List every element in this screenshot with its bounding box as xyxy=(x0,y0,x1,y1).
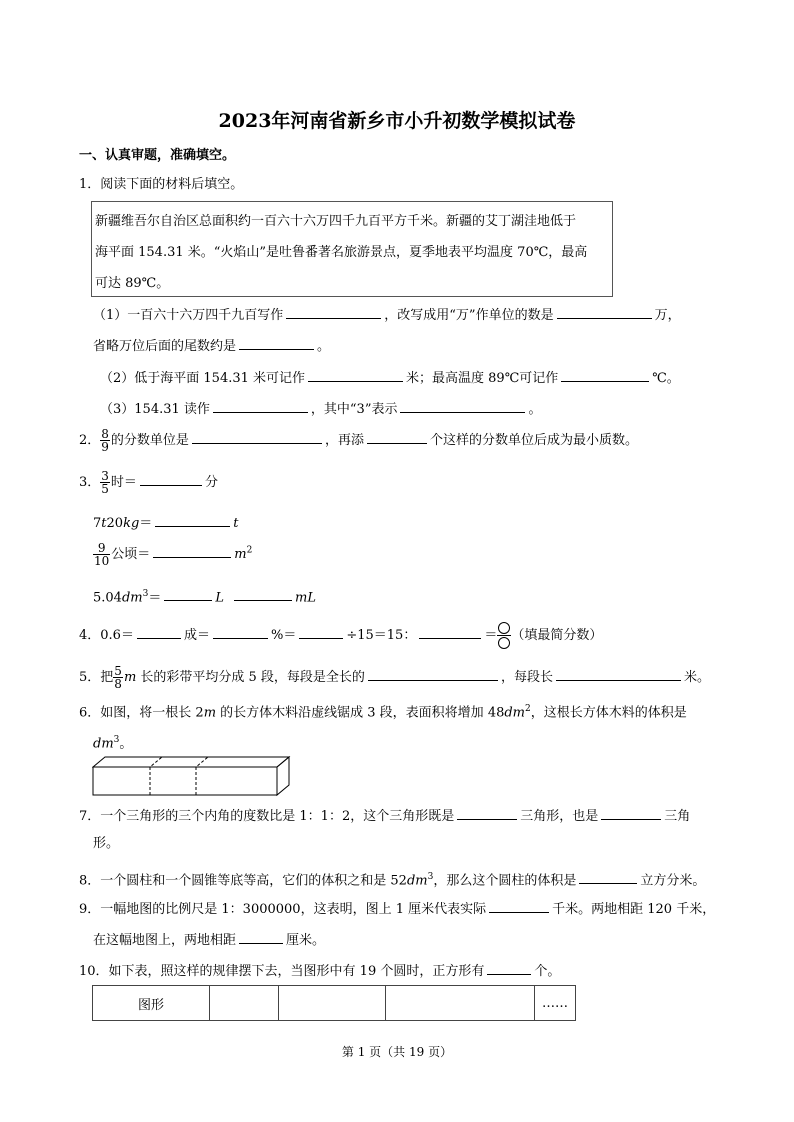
answer-blank[interactable] xyxy=(557,306,652,319)
answer-blank[interactable] xyxy=(487,962,531,975)
answer-blank[interactable] xyxy=(419,626,481,639)
answer-blank[interactable] xyxy=(556,668,681,681)
answer-blank[interactable] xyxy=(140,473,202,486)
cuboid-top-face xyxy=(93,757,289,767)
passage-line: 海平面 154.31 米。“火焰山”是吐鲁番著名旅游景点，夏季地表平均温度 70℃，最高 xyxy=(95,245,588,260)
answer-blank[interactable] xyxy=(299,626,343,639)
question-number: 2． xyxy=(79,433,101,448)
question-2 xyxy=(79,428,638,453)
question-5: 5．把 $\frac{5}{8}$ m 长的彩带平均分成 5 段，每段是全长的 ，每段长 米。 xyxy=(79,664,710,691)
fraction: $\frac{3}{5}$ xyxy=(101,469,109,496)
question-7: 7．一个三角形的三个内角的度数比是 1：1：2，这个三角形既是 三角形，也是 三角 xyxy=(79,809,691,824)
question-text: 万， xyxy=(654,308,681,323)
passage-line: 新疆维吾尔自治区总面积约一百六十六万四千九百平方千米。新疆的艾丁湖洼地低于 xyxy=(95,214,577,229)
question-text: 。 xyxy=(317,339,331,354)
fraction: $\frac{8}{9}$ xyxy=(101,427,109,454)
question-text: 时＝ xyxy=(110,475,137,490)
question-7-cont: 形。 xyxy=(93,836,120,851)
question-number: 6． xyxy=(79,705,101,721)
page-footer: 第 1 页（共 19 页） xyxy=(341,1045,453,1059)
question-text: （2）低于海平面 154.31 米可记作 xyxy=(100,371,306,386)
answer-blank[interactable] xyxy=(367,431,427,444)
question-text: ，再添 xyxy=(324,433,364,448)
question-number: 5． xyxy=(79,670,101,685)
saw-line-dashed xyxy=(196,757,208,795)
answer-blank[interactable] xyxy=(213,400,308,413)
pattern-table xyxy=(92,985,576,1021)
table-cell xyxy=(210,986,279,1021)
table-cell xyxy=(386,986,535,1021)
answer-blank[interactable] xyxy=(153,545,231,558)
question-3-line-1 xyxy=(79,470,218,495)
cuboid-front-face xyxy=(93,767,277,795)
fraction: $\frac{5}{8}$ xyxy=(114,664,122,691)
passage-line: 可达 89℃。 xyxy=(95,276,170,291)
question-text: 的分数单位是 xyxy=(110,433,189,448)
question-9: 9．一幅地图的比例尺是 1：3000000，这表明，图上 1 厘米代表实际 千米。两地相距 120 千米， xyxy=(79,902,716,917)
answer-blank[interactable] xyxy=(234,588,292,601)
question-text: 省略万位后面的尾数约是 xyxy=(93,339,237,354)
reading-passage-box xyxy=(91,201,613,297)
answer-blank[interactable] xyxy=(192,431,322,444)
answer-blank[interactable] xyxy=(368,668,498,681)
question-number: 9． xyxy=(79,902,101,917)
saw-line-dashed xyxy=(150,757,162,795)
question-1-stem xyxy=(79,177,243,193)
question-text: ，改写成用“万”作单位的数是 xyxy=(384,308,554,323)
answer-blank[interactable] xyxy=(601,807,661,820)
table-header-cell: 图形 xyxy=(93,986,210,1021)
cuboid-wood-figure xyxy=(92,755,292,797)
question-text: 个这样的分数单位后成为最小质数。 xyxy=(429,433,638,448)
answer-blank[interactable] xyxy=(213,626,268,639)
question-text: ，其中“3”表示 xyxy=(310,402,398,417)
question-6: 6．如图，将一根长 2m 的长方体木料沿虚线锯成 3 段，表面积将增加 $48dm^2$，这根长方体木料的体积是 xyxy=(79,704,687,721)
question-6-cont: $dm^3$。 xyxy=(93,735,133,752)
question-1-part-1 xyxy=(93,306,681,324)
question-number: 10． xyxy=(79,964,109,979)
answer-blank[interactable] xyxy=(155,514,230,527)
table-ellipsis-cell: …… xyxy=(535,986,576,1021)
question-9-cont: 在这幅地图上，两地相距 厘米。 xyxy=(93,933,326,948)
empty-fraction-box[interactable] xyxy=(497,622,511,649)
question-1-part-1-cont xyxy=(93,337,330,355)
answer-blank[interactable] xyxy=(137,626,181,639)
answer-blank[interactable] xyxy=(239,931,283,944)
answer-blank[interactable] xyxy=(489,900,549,913)
answer-blank[interactable] xyxy=(308,369,403,382)
question-10: 10．如下表，照这样的规律摆下去，当图形中有 19 个圆时，正方形有 个。 xyxy=(79,964,561,979)
question-text: （3）154.31 读作 xyxy=(100,402,210,417)
answer-blank[interactable] xyxy=(579,871,637,884)
answer-blank[interactable] xyxy=(239,337,314,350)
paper-title: 2023年河南省新乡市小升初数学模拟试卷 xyxy=(218,110,576,132)
question-4: 4．0.6＝ 成＝ %＝ ÷15＝15： ＝ （填最简分数） xyxy=(79,622,602,649)
cuboid-side-face xyxy=(277,757,289,795)
table-cell xyxy=(279,986,386,1021)
question-text: ℃。 xyxy=(652,371,680,386)
answer-blank[interactable] xyxy=(561,369,649,382)
question-number: 3． xyxy=(79,475,101,490)
question-number: 4． xyxy=(79,628,101,643)
question-text: 米；最高温度 89℃可记作 xyxy=(406,371,559,386)
question-3-line-2: 7t20kg＝ t xyxy=(93,516,239,531)
question-8: 8．一个圆柱和一个圆锥等底等高，它们的体积之和是 $52dm^3$，那么这个圆柱的体积是 立方分米。 xyxy=(79,872,706,889)
question-1-part-2 xyxy=(100,369,680,387)
section-heading: 一、认真审题，准确填空。 xyxy=(79,148,236,163)
answer-blank[interactable] xyxy=(286,306,381,319)
question-number: 7． xyxy=(79,809,101,824)
question-3-line-4: $5.04dm^3= L$ mL xyxy=(93,589,316,606)
question-text: 阅读下面的材料后填空。 xyxy=(100,177,244,192)
fraction: $\frac{9}{10}$ xyxy=(94,541,110,568)
question-number: 1． xyxy=(79,177,101,192)
question-text: 。 xyxy=(528,402,542,417)
question-number: 8． xyxy=(79,873,101,889)
question-3-line-3: $\frac{9}{10}$ 公顷＝ $m^2$ xyxy=(94,541,253,568)
question-text: 分 xyxy=(204,475,218,490)
question-text: （1）一百六十六万四千九百写作 xyxy=(93,308,284,323)
answer-blank[interactable] xyxy=(400,400,525,413)
answer-blank[interactable] xyxy=(164,588,212,601)
question-1-part-3 xyxy=(100,400,542,418)
answer-blank[interactable] xyxy=(457,807,517,820)
